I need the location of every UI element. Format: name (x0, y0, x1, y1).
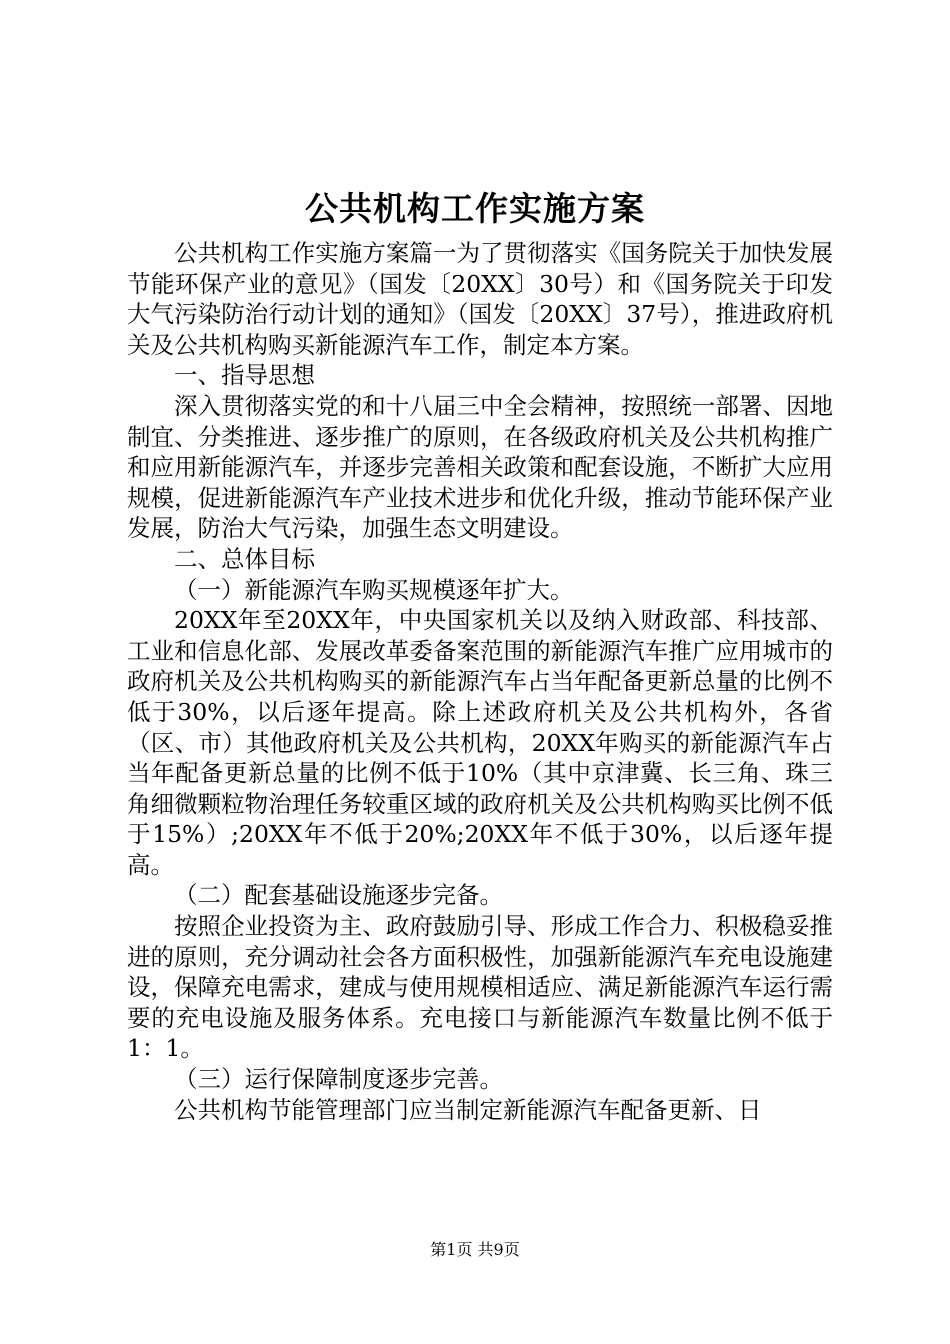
document-body (127, 238, 833, 1125)
document-title: 公共机构工作实施方案 (305, 189, 645, 228)
paragraph-guiding-thought: 深入贯彻落实党的和十八届三中全会精神，按照统一部署、因地制宜、分类推进、逐步推广的原则，在各级政府机关及公共机构推广和应用新能源汽车，并逐步完善相关政策和配套设施，不断扩大应用规模，促进新能源汽车产业技术进步和优化升级，推动节能环保产业发展，防治大气污染，加强生态文明建设。 (127, 391, 833, 543)
paragraph-intro: 公共机构工作实施方案篇一为了贯彻落实《国务院关于加快发展节能环保产业的意见》（国发〔20XX〕30号）和《国务院关于印发大气污染防治行动计划的通知》（国发〔20XX〕37号），推进政府机关及公共机构购买新能源汽车工作，制定本方案。 (127, 239, 833, 359)
paragraph-goal-3: 公共机构节能管理部门应当制定新能源汽车配备更新、日 (174, 1095, 762, 1124)
paragraph-goal-2: 按照企业投资为主、政府鼓励引导、形成工作合力、积极稳妥推进的原则，充分调动社会各方面积极性，加强新能源汽车充电设施建设，保障充电需求，建成与使用规模相适应、满足新能源汽车运行需要的充电设施及服务体系。充电接口与新能源汽车数量比例不低于1：1。 (127, 912, 833, 1063)
subheading-goal-3: （三）运行保障制度逐步完善。 (174, 1065, 503, 1094)
page-number-footer: 第1页 共9页 (430, 1240, 520, 1259)
heading-guiding-thought: 一、指导思想 (174, 361, 315, 390)
subheading-goal-2: （二）配套基础设施逐步完备。 (174, 881, 503, 910)
subheading-goal-1: （一）新能源汽车购买规模逐年扩大。 (174, 575, 574, 604)
paragraph-goal-1: 20XX年至20XX年，中央国家机关以及纳入财政部、科技部、工业和信息化部、发展改革委备案范围的新能源汽车推广应用城市的政府机关及公共机构购买的新能源汽车占当年配备更新总量的比例不低于30%，以后逐年提高。除上述政府机关及公共机构外，各省（区、市）其他政府机关及公共机构，20XX年购买的新能源汽车占当年配备更新总量的比例不低于10%（其中京津冀、长三角、珠三角细微颗粒物治理任务较重区域的政府机关及公共机构购买比例不低于15%）;20XX年不低于20%;20XX年不低于30%，以后逐年提高。 (127, 606, 833, 879)
heading-overall-goals: 二、总体目标 (174, 544, 315, 573)
